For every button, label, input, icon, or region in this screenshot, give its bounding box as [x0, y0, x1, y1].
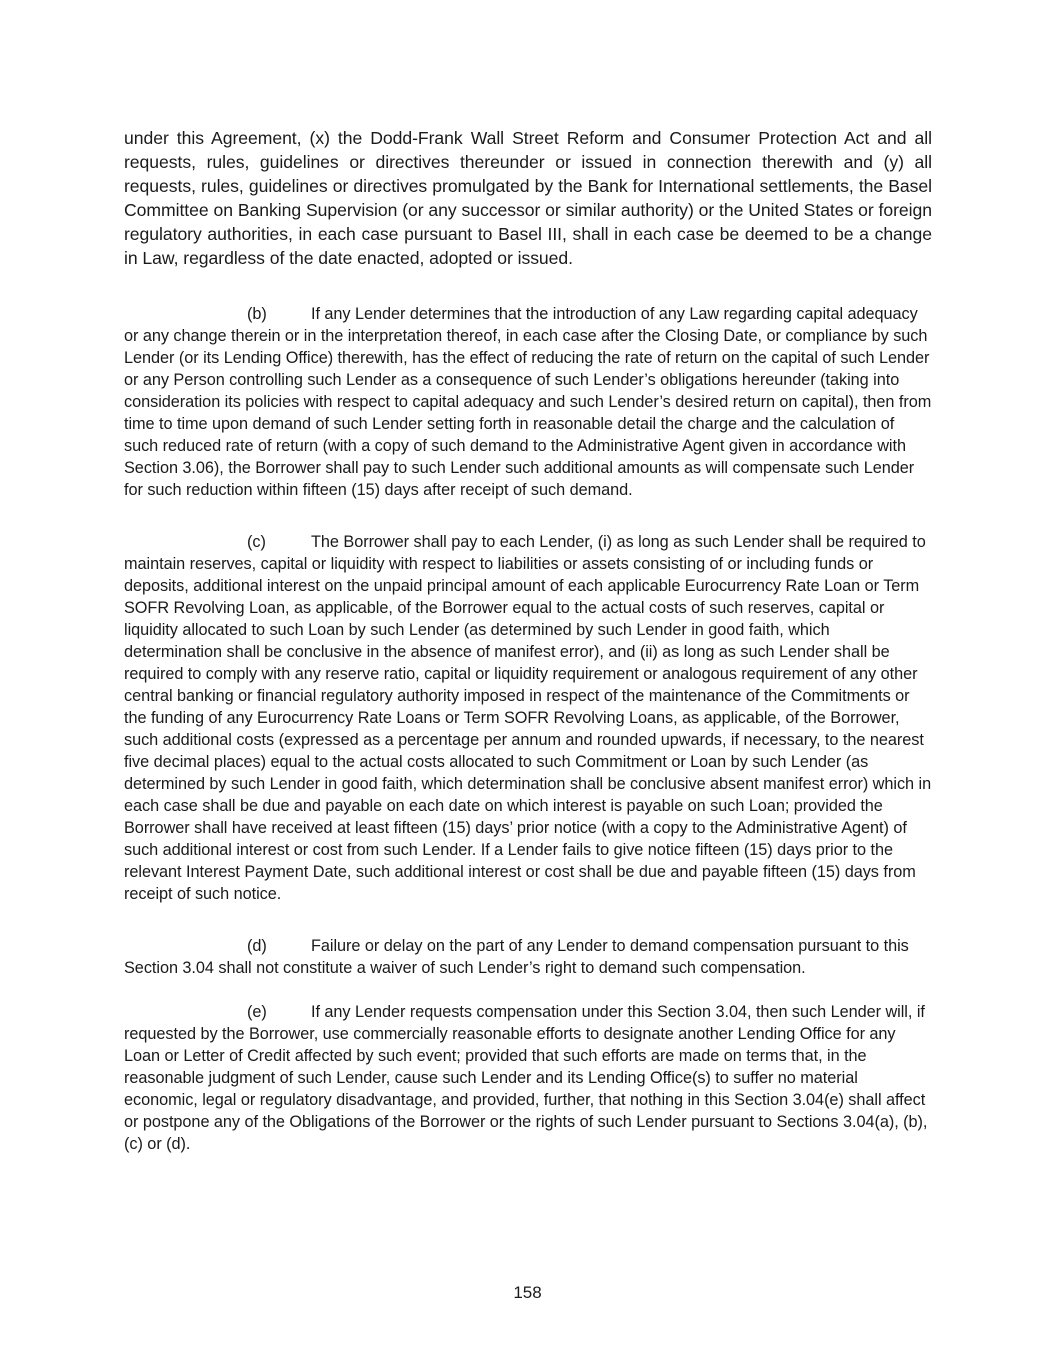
section-b-text: If any Lender determines that the introduction of any Law regarding capital adequacy or any change therein or in the interpretation thereof, in each case after the Closing Date, or compliance by such Lender (or its Lending Office) therewith, has the effect of reducing the rate of return on the capital of such Lender or any Person controlling such Lender as a consequence of such Lender’s obligations hereunder (taking into consideration its policies with respect to capital adequacy and such Lender’s desired return on capital), then from time to time upon demand of such Lender setting forth in reasonable detail the charge and the calculation of such reduced rate of return (with a copy of such demand to the Administrative Agent given in accordance with Section 3.06), the Borrower shall pay to such Lender such additional amounts as will compensate such Lender for such reduction within fifteen (15) days after receipt of such demand. [124, 305, 932, 499]
section-d-marker: (d) [247, 937, 267, 955]
section-e-marker: (e) [247, 1003, 267, 1021]
section-c-text: The Borrower shall pay to each Lender, (i) as long as such Lender shall be required to maintain reserves, capital or liquidity with respect to liabilities or assets consisting of or including funds or deposits, additional interest on the unpaid principal amount of each applicable Eurocurrency Rate Loan or Term SOFR Revolving Loan, as applicable, of the Borrower equal to the actual costs of such reserves, capital or liquidity allocated to such Loan by such Lender (as determined by such Lender in good faith, which determination shall be conclusive in the absence of manifest error), and (ii) as long as such Lender shall be required to comply with any reserve ratio, capital or liquidity requirement or analogous requirement of any other central banking or financial regulatory authority imposed in respect of the maintenance of the Commitments or the funding of any Eurocurrency Rate Loans or Term SOFR Revolving Loans, as applicable, of the Borrower, such additional costs (expressed as a percentage per annum and rounded upwards, if necessary, to the nearest five decimal places) equal to the actual costs allocated to such Commitment or Loan by such Lender (as determined by such Lender in good faith, which determination shall be conclusive absent manifest error) which in each case shall be due and payable on each date on which interest is payable on such Loan; provided the Borrower shall have received at least fifteen (15) days’ prior notice (with a copy to the Administrative Agent) of such additional interest or cost from such Lender. If a Lender fails to give notice fifteen (15) days prior to the relevant Interest Payment Date, such additional interest or cost shall be due and payable fifteen (15) days from receipt of such notice. [124, 533, 932, 903]
section-b-paragraph [124, 303, 932, 501]
section-c-paragraph [124, 531, 932, 905]
document-page [124, 126, 932, 1155]
section-b-marker: (b) [247, 305, 267, 323]
section-e-paragraph [124, 1001, 932, 1155]
section-d-paragraph [124, 935, 932, 979]
page-number: 158 [513, 1283, 542, 1302]
section-e-text: If any Lender requests compensation under this Section 3.04, then such Lender will, if requested by the Borrower, use commercially reasonable efforts to designate another Lending Office for any Loan or Letter of Credit affected by such event; provided that such efforts are made on terms that, in the reasonable judgment of such Lender, cause such Lender and its Lending Office(s) to suffer no material economic, legal or regulatory disadvantage, and provided, further, that nothing in this Section 3.04(e) shall affect or postpone any of the Obligations of the Borrower or the rights of such Lender pursuant to Sections 3.04(a), (b), (c) or (d). [124, 1003, 928, 1153]
intro-paragraph: under this Agreement, (x) the Dodd-Frank Wall Street Reform and Consumer Protection Act and all requests, rules, guidelines or directives thereunder or issued in connection therewith and (y) all requests, rules, guidelines or directives promulgated by the Bank for International settlements, the Basel Committee on Banking Supervision (or any successor or similar authority) or the United States or foreign regulatory authorities, in each case pursuant to Basel III, shall in each case be deemed to be a change in Law, regardless of the date enacted, adopted or issued. [124, 128, 932, 268]
section-c-marker: (c) [247, 533, 266, 551]
section-d-text: Failure or delay on the part of any Lender to demand compensation pursuant to this Section 3.04 shall not constitute a waiver of such Lender’s right to demand such compensation. [124, 937, 909, 977]
